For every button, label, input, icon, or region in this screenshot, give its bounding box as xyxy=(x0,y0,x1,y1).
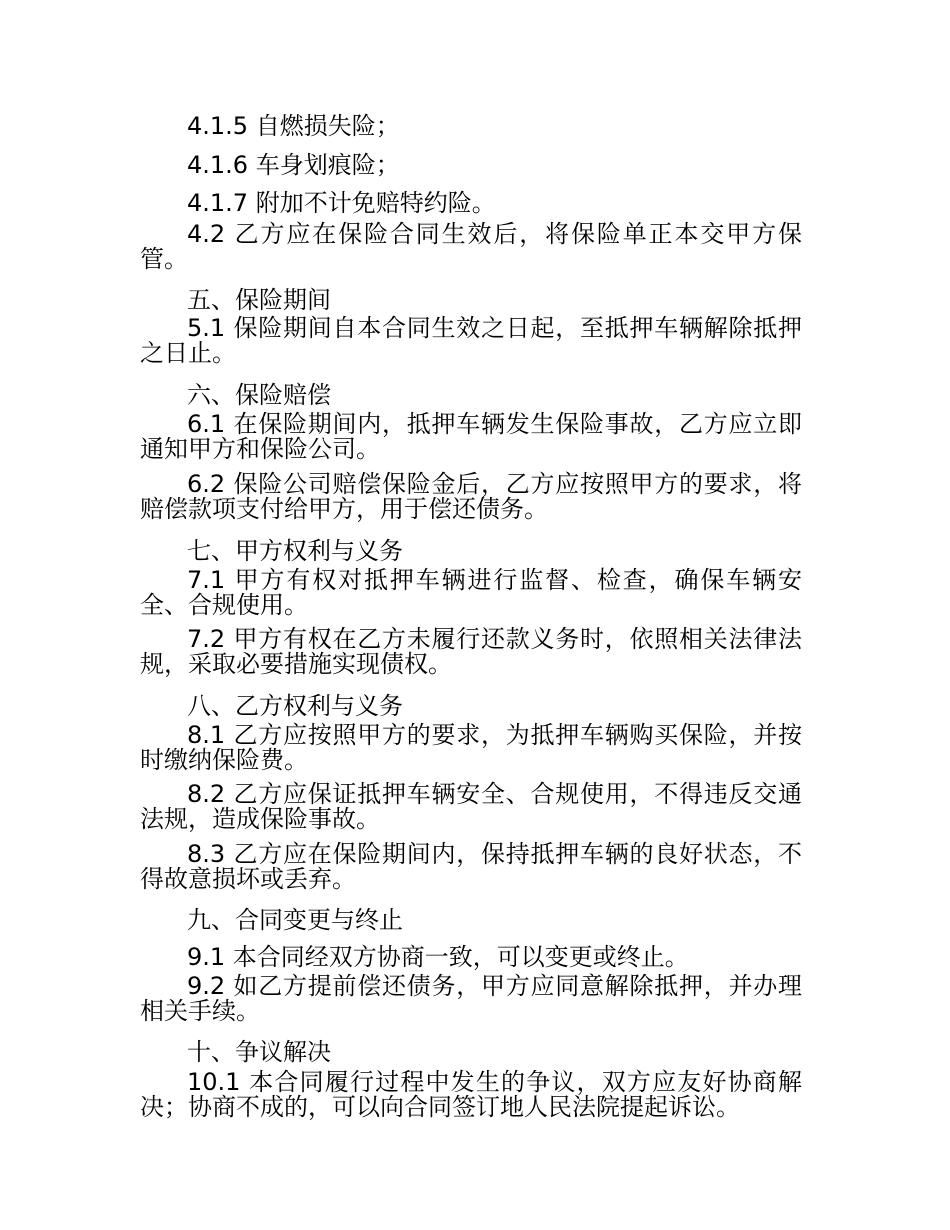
clause-4-1-6: 4.1.6 车身划痕险； xyxy=(187,151,400,179)
section-heading-9: 九、合同变更与终止 xyxy=(187,906,403,934)
clause-9-1: 9.1 本合同经双方协商一致，可以变更或终止。 xyxy=(187,943,689,971)
clause-8-3: 8.3 乙方应在保险期间内，保持抵押车辆的良好状态，不得故意损坏或丢弃。 xyxy=(140,840,802,893)
clause-10-1: 10.1 本合同履行过程中发生的争议，双方应友好协商解决；协商不成的，可以向合同签订地人民法院提起诉讼。 xyxy=(140,1068,802,1121)
section-heading-6: 六、保险赔偿 xyxy=(187,381,331,409)
clause-4-2: 4.2 乙方应在保险合同生效后，将保险单正本交甲方保管。 xyxy=(140,220,802,273)
clause-4-1-5: 4.1.5 自燃损失险； xyxy=(187,112,400,140)
clause-6-1: 6.1 在保险期间内，抵押车辆发生保险事故，乙方应立即通知甲方和保险公司。 xyxy=(140,410,802,463)
section-heading-10: 十、争议解决 xyxy=(187,1038,331,1066)
section-heading-5: 五、保险期间 xyxy=(187,286,331,314)
clause-6-2: 6.2 保险公司赔偿保险金后，乙方应按照甲方的要求，将赔偿款项支付给甲方，用于偿还债务。 xyxy=(140,470,802,523)
section-heading-7: 七、甲方权利与义务 xyxy=(187,537,403,565)
clause-4-1-7: 4.1.7 附加不计免赔特约险。 xyxy=(187,189,496,217)
clause-7-2: 7.2 甲方有权在乙方未履行还款义务时，依照相关法律法规，采取必要措施实现债权。 xyxy=(140,625,802,678)
clause-7-1: 7.1 甲方有权对抵押车辆进行监督、检查，确保车辆安全、合规使用。 xyxy=(140,566,802,619)
clause-8-1: 8.1 乙方应按照甲方的要求，为抵押车辆购买保险，并按时缴纳保险费。 xyxy=(140,721,802,774)
clause-5-1: 5.1 保险期间自本合同生效之日起，至抵押车辆解除抵押之日止。 xyxy=(140,314,802,367)
clause-9-2: 9.2 如乙方提前偿还债务，甲方应同意解除抵押，并办理相关手续。 xyxy=(140,972,802,1025)
clause-8-2: 8.2 乙方应保证抵押车辆安全、合规使用，不得违反交通法规，造成保险事故。 xyxy=(140,780,802,833)
section-heading-8: 八、乙方权利与义务 xyxy=(187,692,403,720)
